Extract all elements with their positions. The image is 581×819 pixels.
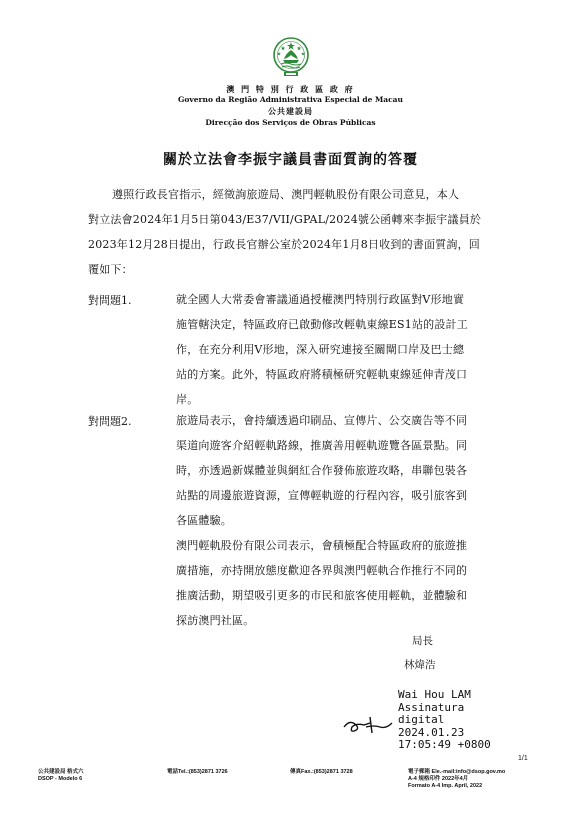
answer-2b-line: 澳門輕軌股份有限公司表示，會積極配合特區政府的旅遊推 [176,539,468,552]
signer-name: 林煒浩 [404,659,436,671]
answer-1-line: 站的方案。此外，特區政府將積極研究輕軌東線延伸青茂口 [176,368,468,381]
answer-1-line: 岸。 [176,393,199,406]
intro-line: 對立法會2024年1月5日第043/E37/VII/GPAL/2024號公函轉來李振宇議員於 [88,213,482,226]
answer-1-line: 就全國人大常委會審議通過授權澳門特別行政區對V形地實 [176,293,465,306]
question-1-label: 對問題1. [88,294,132,307]
page-number: 1/1 [518,755,528,762]
answer-1-line: 施管轄決定，特區政府已啟動修改輕軌東線ES1站的設計工 [176,318,468,331]
document-title: 關於立法會李振宇議員書面質詢的答覆 [163,152,418,168]
answer-2b-line: 探訪澳門社區。 [176,614,255,627]
digital-signature-line: Wai Hou LAM [398,688,471,701]
answer-2b-line: 廣措施，亦持開放態度歡迎各界與澳門輕軌合作推行不同的 [176,564,468,577]
intro-line: 遵照行政長官指示，經徵詢旅遊局、澳門輕軌股份有限公司意見，本人 [112,188,460,201]
footer-fax: 傳真Fax.:(853)2871 3728 [290,769,353,775]
government-name-pt: Governo da Região Administrativa Especial de Macau [178,95,403,104]
digital-signature-line: digital [398,713,445,726]
bureau-name-zh: 公共建設局 [268,106,313,116]
intro-line: 覆如下： [88,263,133,276]
macau-emblem [272,36,310,78]
digital-signature-line: 2024.01.23 [398,725,465,739]
question-2-label: 對問題2. [88,415,132,428]
handwritten-signature [340,713,400,735]
answer-2-line: 站點的周邊旅遊資源，宣傳輕軌遊的行程內容，吸引旅客到 [176,489,468,502]
digital-signature-line: Assinatura [398,700,465,714]
answer-2-line: 旅遊局表示，會持續透過印刷品、宣傳片、公交廣告等不同 [176,414,468,427]
answer-2-line: 渠道向遊客介紹輕軌路線，推廣善用輕軌遊覽各區景點。同 [176,439,468,452]
answer-2b-line: 推廣活動，期望吸引更多的市民和旅客使用輕軌，並體驗和 [176,589,468,602]
digital-signature-line: 17:05:49 +0800 [398,738,491,751]
intro-line: 2023年12月28日提出，行政長官辦公室於2024年1月8日收到的書面質詢，回 [88,238,480,251]
answer-1-line: 作，在充分利用V形地，深入研究連接至關閘口岸及巴士總 [176,343,465,356]
bureau-name-pt: Direcção dos Serviços de Obras Públicas [205,118,376,127]
footer-format-pt: Formato A-4 Imp. April, 2022 [408,783,483,789]
signer-role: 局長 [412,635,433,647]
footer-tel: 電話Tel.:(853)2871 3726 [167,769,228,775]
footer-format-zh: A-4 規格印件 2022年4月 [408,776,469,782]
answer-2-line: 各區體驗。 [176,514,232,527]
footer-email: 電子郵箱 Ele.-mail:info@dsop.gov.mo [408,769,506,775]
footer-form-pt: DSOP - Modelo 6 [38,776,83,782]
answer-2-line: 時，亦透過新媒體並與網紅合作發佈旅遊攻略，串聯包裝各 [176,464,468,477]
government-name-zh: 澳 門 特 別 行 政 區 政 府 [226,84,355,94]
footer-form-zh: 公共建設局 格式六 [38,769,84,775]
